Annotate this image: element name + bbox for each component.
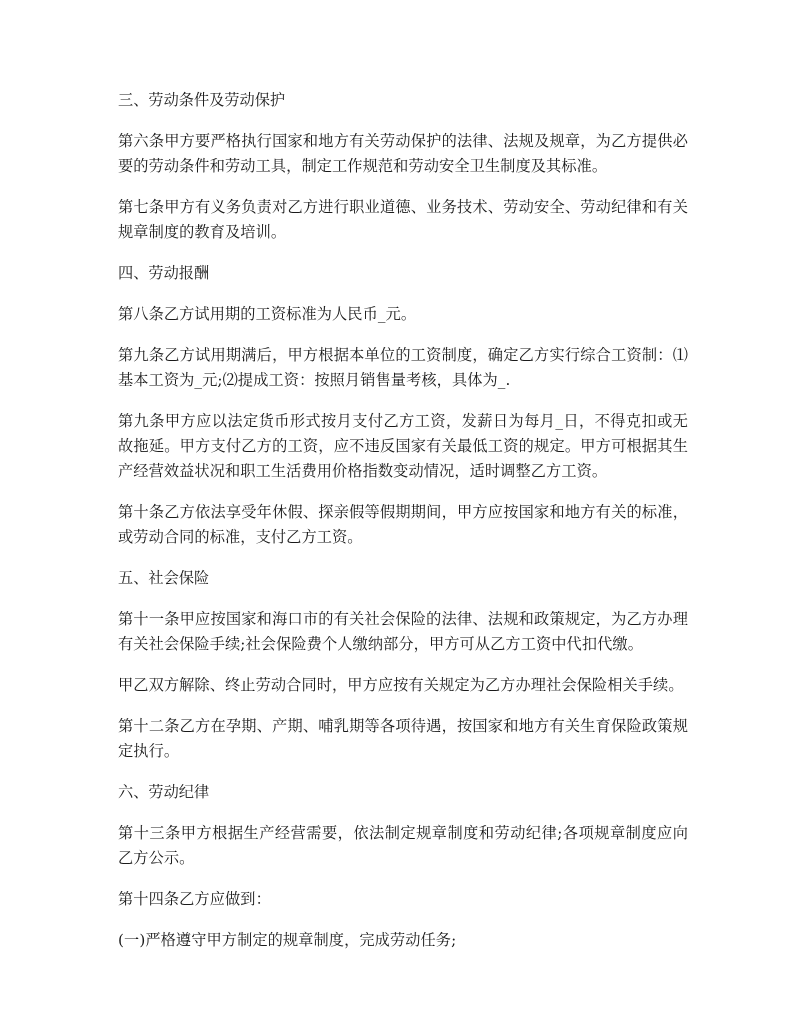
section-heading-6: 六、劳动纪律 (118, 783, 210, 801)
article-6: 第六条甲方要严格执行国家和地方有关劳动保护的法律、法规及规章，为乙方提供必要的劳动条件和劳动工具，制定工作规范和劳动安全卫生制度及其标准。 (118, 132, 688, 175)
article-13: 第十三条甲方根据生产经营需要，依法制定规章制度和劳动纪律;各项规章制度应向乙方公示。 (118, 824, 688, 867)
section-heading-5: 五、社会保险 (118, 569, 210, 587)
article-8: 第八条乙方试用期的工资标准为人民币_元。 (118, 305, 417, 323)
section-heading-3: 三、劳动条件及劳动保护 (118, 91, 286, 109)
article-7: 第七条甲方有义务负责对乙方进行职业道德、业务技术、劳动安全、劳动纪律和有关规章制度的教育及培训。 (118, 198, 688, 241)
article-11: 第十一条甲应按国家和海口市的有关社会保险的法律、法规和政策规定，为乙方办理有关社会保险手续;社会保险费个人缴纳部分，甲方可从乙方工资中代扣代缴。 (118, 610, 688, 653)
document-body (118, 88, 688, 969)
section-heading-4: 四、劳动报酬 (118, 264, 210, 282)
article-14: 第十四条乙方应做到： (118, 890, 271, 908)
article-12: 第十二条乙方在孕期、产期、哺乳期等各项待遇，按国家和地方有关生育保险政策规定执行。 (118, 717, 688, 760)
article-9b: 第九条甲方应以法定货币形式按月支付乙方工资，发薪日为每月_日，不得克扣或无故拖延。甲方支付乙方的工资，应不违反国家有关最低工资的规定。甲方可根据其生产经营效益状况和职工生活费用价格指数变动情况，适时调整乙方工资。 (118, 412, 688, 480)
article-14-item-1: (一)严格遵守甲方制定的规章制度，完成劳动任务; (118, 931, 457, 949)
article-11-cont: 甲乙双方解除、终止劳动合同时，甲方应按有关规定为乙方办理社会保险相关手续。 (118, 676, 684, 694)
article-9a: 第九条乙方试用期满后，甲方根据本单位的工资制度，确定乙方实行综合工资制：⑴基本工资为_元;⑵提成工资：按照月销售量考核，具体为_. (118, 346, 688, 389)
article-10: 第十条乙方依法享受年休假、探亲假等假期期间，甲方应按国家和地方有关的标准，或劳动合同的标准，支付乙方工资。 (118, 503, 688, 546)
